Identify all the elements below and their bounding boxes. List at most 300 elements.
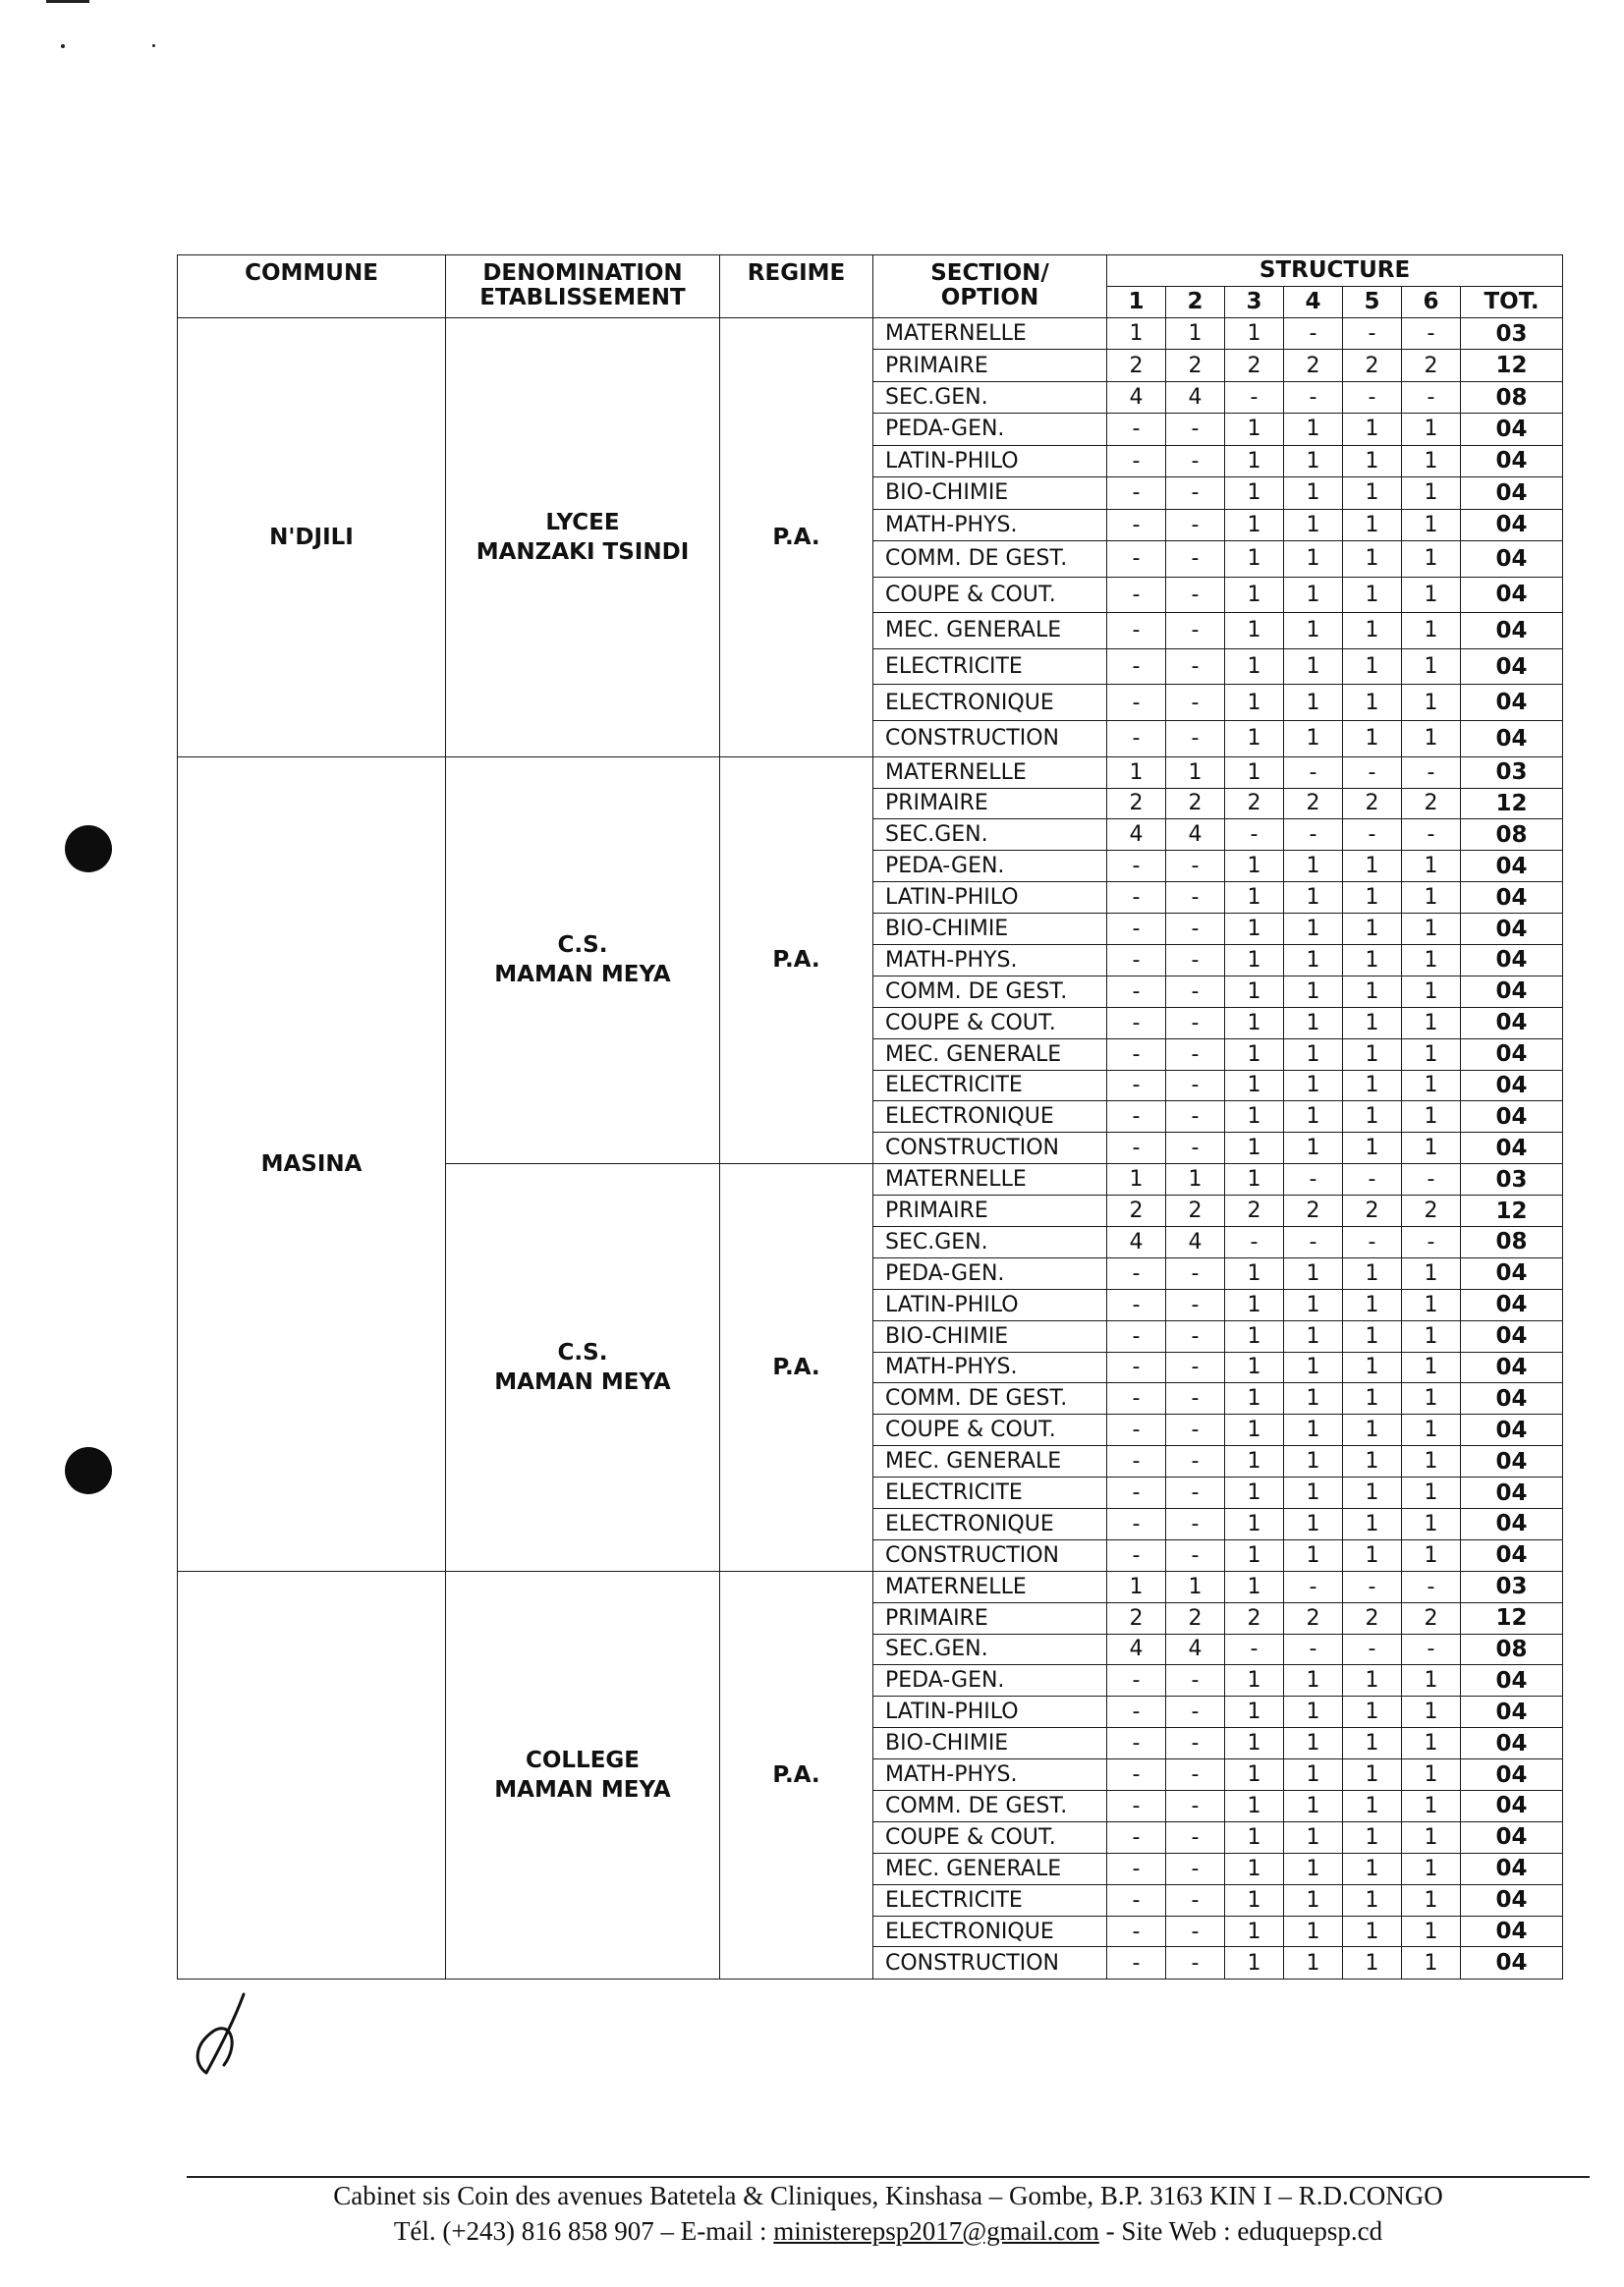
header-commune: COMMUNE — [178, 255, 446, 318]
year-1-cell: 1 — [1107, 318, 1166, 350]
year-3-cell: 1 — [1225, 1164, 1284, 1196]
year-5-cell: 1 — [1343, 1853, 1402, 1884]
year-4-cell: 1 — [1284, 976, 1343, 1007]
year-4-cell: 1 — [1284, 1070, 1343, 1101]
year-2-cell: - — [1166, 1383, 1225, 1415]
year-3-cell: 1 — [1225, 445, 1284, 476]
total-cell: 12 — [1461, 1196, 1563, 1227]
year-6-cell: 2 — [1402, 788, 1461, 819]
header-year-1: 1 — [1107, 287, 1166, 318]
total-cell: 03 — [1461, 1571, 1563, 1602]
year-3-cell: 1 — [1225, 756, 1284, 788]
year-4-cell: 1 — [1284, 540, 1343, 577]
signature — [185, 1986, 273, 2085]
year-2-cell: - — [1166, 1257, 1225, 1289]
year-5-cell: 1 — [1343, 1383, 1402, 1415]
year-6-cell: 1 — [1402, 882, 1461, 914]
header-denomination: DENOMINATION ETABLISSEMENT — [446, 255, 720, 318]
year-3-cell: 1 — [1225, 1257, 1284, 1289]
year-6-cell: - — [1402, 318, 1461, 350]
year-6-cell: 1 — [1402, 1947, 1461, 1980]
year-1-cell: - — [1107, 1728, 1166, 1759]
section-option-cell: CONSTRUCTION — [873, 1947, 1107, 1980]
year-1-cell: - — [1107, 509, 1166, 540]
year-5-cell: 1 — [1343, 577, 1402, 613]
year-3-cell: 1 — [1225, 1101, 1284, 1133]
regime-cell: P.A. — [720, 318, 873, 757]
section-option-cell: MATERNELLE — [873, 1164, 1107, 1196]
year-4-cell: 1 — [1284, 1884, 1343, 1916]
year-6-cell: 1 — [1402, 1853, 1461, 1884]
year-1-cell: 4 — [1107, 819, 1166, 851]
total-cell: 04 — [1461, 1257, 1563, 1289]
commune-cell: N'DJILI — [178, 318, 446, 757]
year-6-cell: 1 — [1402, 1791, 1461, 1822]
section-option-cell: LATIN-PHILO — [873, 445, 1107, 476]
year-2-cell: - — [1166, 721, 1225, 757]
year-5-cell: 2 — [1343, 1602, 1402, 1634]
year-1-cell: 2 — [1107, 788, 1166, 819]
section-option-cell: PRIMAIRE — [873, 350, 1107, 381]
year-1-cell: - — [1107, 477, 1166, 509]
year-1-cell: - — [1107, 414, 1166, 445]
year-6-cell: 1 — [1402, 1257, 1461, 1289]
section-option-cell: ELECTRONIQUE — [873, 1101, 1107, 1133]
year-2-cell: - — [1166, 882, 1225, 914]
year-4-cell: 1 — [1284, 1791, 1343, 1822]
year-6-cell: 1 — [1402, 851, 1461, 882]
table-header — [178, 255, 1563, 318]
year-2-cell: 1 — [1166, 318, 1225, 350]
section-option-cell: SEC.GEN. — [873, 381, 1107, 413]
year-3-cell: 1 — [1225, 318, 1284, 350]
year-6-cell: 1 — [1402, 477, 1461, 509]
section-option-cell: MATH-PHYS. — [873, 509, 1107, 540]
year-3-cell: 1 — [1225, 1352, 1284, 1383]
year-1-cell: - — [1107, 1038, 1166, 1070]
total-cell: 04 — [1461, 477, 1563, 509]
header-year-5: 5 — [1343, 287, 1402, 318]
year-2-cell: 2 — [1166, 788, 1225, 819]
scan-mark — [46, 0, 89, 3]
year-1-cell: - — [1107, 1759, 1166, 1791]
total-cell: 04 — [1461, 1728, 1563, 1759]
year-5-cell: - — [1343, 318, 1402, 350]
year-4-cell: 1 — [1284, 1665, 1343, 1697]
year-4-cell: 1 — [1284, 1038, 1343, 1070]
year-5-cell: 1 — [1343, 1007, 1402, 1038]
total-cell: 04 — [1461, 613, 1563, 649]
year-1-cell: - — [1107, 1289, 1166, 1320]
year-1-cell: 4 — [1107, 381, 1166, 413]
year-5-cell: 1 — [1343, 1070, 1402, 1101]
header-year-6: 6 — [1402, 287, 1461, 318]
year-2-cell: - — [1166, 648, 1225, 685]
year-5-cell: 1 — [1343, 1947, 1402, 1980]
year-5-cell: 1 — [1343, 721, 1402, 757]
year-5-cell: - — [1343, 381, 1402, 413]
year-4-cell: 1 — [1284, 613, 1343, 649]
year-1-cell: - — [1107, 976, 1166, 1007]
year-1-cell: 2 — [1107, 1602, 1166, 1634]
year-5-cell: 1 — [1343, 1791, 1402, 1822]
year-1-cell: - — [1107, 613, 1166, 649]
year-5-cell: 2 — [1343, 350, 1402, 381]
establishment-name: C.S. MAMAN MEYA — [446, 1164, 720, 1572]
year-4-cell: 1 — [1284, 1478, 1343, 1509]
year-6-cell: - — [1402, 819, 1461, 851]
section-option-cell: SEC.GEN. — [873, 819, 1107, 851]
total-cell: 04 — [1461, 1791, 1563, 1822]
year-4-cell: 1 — [1284, 1508, 1343, 1539]
year-3-cell: 1 — [1225, 1289, 1284, 1320]
year-2-cell: - — [1166, 577, 1225, 613]
section-option-cell: BIO-CHIMIE — [873, 914, 1107, 945]
table-body — [178, 318, 1563, 1980]
section-option-cell: MEC. GENERALE — [873, 1853, 1107, 1884]
year-6-cell: 1 — [1402, 721, 1461, 757]
year-2-cell: - — [1166, 1539, 1225, 1571]
year-1-cell: - — [1107, 1352, 1166, 1383]
section-option-cell: BIO-CHIMIE — [873, 477, 1107, 509]
year-6-cell: 1 — [1402, 1697, 1461, 1728]
year-3-cell: 2 — [1225, 1602, 1284, 1634]
section-option-cell: BIO-CHIMIE — [873, 1728, 1107, 1759]
year-3-cell: 1 — [1225, 1383, 1284, 1415]
section-option-cell: MATH-PHYS. — [873, 1352, 1107, 1383]
year-1-cell: - — [1107, 1007, 1166, 1038]
year-2-cell: 2 — [1166, 1196, 1225, 1227]
year-4-cell: 1 — [1284, 414, 1343, 445]
total-cell: 04 — [1461, 976, 1563, 1007]
section-option-cell: PEDA-GEN. — [873, 851, 1107, 882]
header-section-option: SECTION/ OPTION — [873, 255, 1107, 318]
year-2-cell: - — [1166, 1853, 1225, 1884]
year-3-cell: 1 — [1225, 648, 1284, 685]
year-1-cell: - — [1107, 445, 1166, 476]
scan-dot — [152, 44, 155, 47]
year-6-cell: 1 — [1402, 1352, 1461, 1383]
year-6-cell: 1 — [1402, 1478, 1461, 1509]
year-1-cell: - — [1107, 1508, 1166, 1539]
year-4-cell: - — [1284, 318, 1343, 350]
table-row — [178, 1571, 1563, 1602]
year-5-cell: 1 — [1343, 914, 1402, 945]
total-cell: 04 — [1461, 1853, 1563, 1884]
section-option-cell: MATERNELLE — [873, 1571, 1107, 1602]
section-option-cell: ELECTRICITE — [873, 648, 1107, 685]
year-6-cell: 1 — [1402, 1289, 1461, 1320]
year-6-cell: 1 — [1402, 1916, 1461, 1947]
year-6-cell: 1 — [1402, 540, 1461, 577]
year-1-cell: 2 — [1107, 1196, 1166, 1227]
year-5-cell: 1 — [1343, 1665, 1402, 1697]
year-6-cell: 1 — [1402, 1101, 1461, 1133]
year-3-cell: 1 — [1225, 1038, 1284, 1070]
year-5-cell: 1 — [1343, 1478, 1402, 1509]
year-3-cell: 1 — [1225, 1884, 1284, 1916]
year-6-cell: 1 — [1402, 509, 1461, 540]
year-1-cell: - — [1107, 1133, 1166, 1164]
year-4-cell: 1 — [1284, 1728, 1343, 1759]
year-5-cell: 1 — [1343, 1415, 1402, 1446]
section-option-cell: COUPE & COUT. — [873, 1007, 1107, 1038]
total-cell: 04 — [1461, 1383, 1563, 1415]
year-5-cell: 1 — [1343, 882, 1402, 914]
section-option-cell: MATH-PHYS. — [873, 1759, 1107, 1791]
year-3-cell: 1 — [1225, 1415, 1284, 1446]
year-2-cell: - — [1166, 1070, 1225, 1101]
year-4-cell: - — [1284, 1634, 1343, 1665]
section-option-cell: MATH-PHYS. — [873, 944, 1107, 976]
year-2-cell: - — [1166, 1478, 1225, 1509]
section-option-cell: COMM. DE GEST. — [873, 540, 1107, 577]
year-4-cell: 1 — [1284, 509, 1343, 540]
total-cell: 04 — [1461, 1916, 1563, 1947]
year-3-cell: 1 — [1225, 1133, 1284, 1164]
total-cell: 04 — [1461, 851, 1563, 882]
year-4-cell: - — [1284, 1164, 1343, 1196]
total-cell: 04 — [1461, 1821, 1563, 1853]
year-4-cell: - — [1284, 819, 1343, 851]
total-cell: 04 — [1461, 1101, 1563, 1133]
year-4-cell: 1 — [1284, 477, 1343, 509]
year-2-cell: - — [1166, 1101, 1225, 1133]
year-3-cell: 1 — [1225, 1446, 1284, 1478]
year-6-cell: 1 — [1402, 1759, 1461, 1791]
year-2-cell: 4 — [1166, 1634, 1225, 1665]
year-6-cell: 1 — [1402, 1320, 1461, 1352]
year-5-cell: 1 — [1343, 1101, 1402, 1133]
year-3-cell: 1 — [1225, 851, 1284, 882]
section-option-cell: COUPE & COUT. — [873, 1821, 1107, 1853]
commune-cell: MASINA — [178, 756, 446, 1571]
year-5-cell: 1 — [1343, 1539, 1402, 1571]
total-cell: 04 — [1461, 1539, 1563, 1571]
total-cell: 04 — [1461, 1289, 1563, 1320]
year-1-cell: - — [1107, 1539, 1166, 1571]
year-4-cell: 1 — [1284, 1383, 1343, 1415]
year-4-cell: - — [1284, 381, 1343, 413]
section-option-cell: ELECTRONIQUE — [873, 1508, 1107, 1539]
year-5-cell: 1 — [1343, 1508, 1402, 1539]
year-5-cell: 1 — [1343, 976, 1402, 1007]
year-4-cell: 1 — [1284, 1133, 1343, 1164]
total-cell: 04 — [1461, 944, 1563, 976]
year-6-cell: - — [1402, 1226, 1461, 1257]
year-1-cell: - — [1107, 648, 1166, 685]
total-cell: 12 — [1461, 350, 1563, 381]
total-cell: 04 — [1461, 1038, 1563, 1070]
year-4-cell: 1 — [1284, 1415, 1343, 1446]
year-2-cell: - — [1166, 1320, 1225, 1352]
section-option-cell: PEDA-GEN. — [873, 1665, 1107, 1697]
year-3-cell: 1 — [1225, 1571, 1284, 1602]
year-2-cell: - — [1166, 1133, 1225, 1164]
section-option-cell: ELECTRONIQUE — [873, 1916, 1107, 1947]
year-3-cell: - — [1225, 1634, 1284, 1665]
section-option-cell: PRIMAIRE — [873, 1602, 1107, 1634]
year-5-cell: 1 — [1343, 648, 1402, 685]
total-cell: 04 — [1461, 577, 1563, 613]
year-2-cell: - — [1166, 1759, 1225, 1791]
year-2-cell: - — [1166, 414, 1225, 445]
year-5-cell: 1 — [1343, 477, 1402, 509]
year-5-cell: 1 — [1343, 1352, 1402, 1383]
year-4-cell: 1 — [1284, 445, 1343, 476]
total-cell: 04 — [1461, 414, 1563, 445]
year-6-cell: 2 — [1402, 1602, 1461, 1634]
year-3-cell: 1 — [1225, 477, 1284, 509]
year-3-cell: 2 — [1225, 1196, 1284, 1227]
year-3-cell: 1 — [1225, 944, 1284, 976]
year-3-cell: 1 — [1225, 1947, 1284, 1980]
year-4-cell: 2 — [1284, 1602, 1343, 1634]
year-4-cell: - — [1284, 1571, 1343, 1602]
total-cell: 04 — [1461, 1884, 1563, 1916]
total-cell: 04 — [1461, 1007, 1563, 1038]
year-6-cell: 1 — [1402, 914, 1461, 945]
year-1-cell: - — [1107, 1257, 1166, 1289]
year-1-cell: - — [1107, 882, 1166, 914]
header-year-3: 3 — [1225, 287, 1284, 318]
year-3-cell: 1 — [1225, 1070, 1284, 1101]
footer-contact-prefix: Tél. (+243) 816 858 907 – E-mail : — [393, 2216, 774, 2246]
year-2-cell: 1 — [1166, 756, 1225, 788]
year-1-cell: - — [1107, 1853, 1166, 1884]
year-6-cell: 1 — [1402, 1446, 1461, 1478]
year-1-cell: - — [1107, 1884, 1166, 1916]
year-3-cell: 2 — [1225, 788, 1284, 819]
total-cell: 04 — [1461, 1947, 1563, 1980]
total-cell: 12 — [1461, 1602, 1563, 1634]
year-2-cell: - — [1166, 1352, 1225, 1383]
total-cell: 04 — [1461, 1133, 1563, 1164]
year-1-cell: - — [1107, 1101, 1166, 1133]
year-2-cell: 1 — [1166, 1164, 1225, 1196]
section-option-cell: PRIMAIRE — [873, 1196, 1107, 1227]
year-5-cell: 1 — [1343, 1289, 1402, 1320]
year-1-cell: 2 — [1107, 350, 1166, 381]
year-6-cell: 1 — [1402, 685, 1461, 721]
year-4-cell: 1 — [1284, 1257, 1343, 1289]
year-6-cell: 1 — [1402, 1038, 1461, 1070]
year-4-cell: 1 — [1284, 882, 1343, 914]
total-cell: 08 — [1461, 819, 1563, 851]
section-option-cell: COMM. DE GEST. — [873, 1383, 1107, 1415]
year-3-cell: 1 — [1225, 577, 1284, 613]
year-3-cell: 1 — [1225, 1821, 1284, 1853]
year-2-cell: - — [1166, 1791, 1225, 1822]
year-2-cell: - — [1166, 944, 1225, 976]
year-4-cell: 2 — [1284, 350, 1343, 381]
year-6-cell: - — [1402, 1164, 1461, 1196]
year-6-cell: - — [1402, 381, 1461, 413]
year-4-cell: 1 — [1284, 577, 1343, 613]
year-3-cell: 2 — [1225, 350, 1284, 381]
section-option-cell: MEC. GENERALE — [873, 1446, 1107, 1478]
year-3-cell: 1 — [1225, 976, 1284, 1007]
year-4-cell: 1 — [1284, 1101, 1343, 1133]
year-1-cell: - — [1107, 1821, 1166, 1853]
year-1-cell: - — [1107, 1320, 1166, 1352]
year-2-cell: - — [1166, 1728, 1225, 1759]
year-4-cell: 1 — [1284, 1853, 1343, 1884]
section-option-cell: ELECTRONIQUE — [873, 685, 1107, 721]
year-3-cell: 1 — [1225, 1853, 1284, 1884]
total-cell: 12 — [1461, 788, 1563, 819]
section-option-cell: MATERNELLE — [873, 756, 1107, 788]
section-option-cell: ELECTRICITE — [873, 1478, 1107, 1509]
year-3-cell: 1 — [1225, 509, 1284, 540]
total-cell: 04 — [1461, 685, 1563, 721]
year-6-cell: 1 — [1402, 1415, 1461, 1446]
section-option-cell: COUPE & COUT. — [873, 1415, 1107, 1446]
section-option-cell: LATIN-PHILO — [873, 1289, 1107, 1320]
total-cell: 08 — [1461, 1634, 1563, 1665]
year-1-cell: - — [1107, 1916, 1166, 1947]
year-2-cell: - — [1166, 851, 1225, 882]
year-1-cell: - — [1107, 1947, 1166, 1980]
section-option-cell: CONSTRUCTION — [873, 721, 1107, 757]
year-2-cell: - — [1166, 1289, 1225, 1320]
section-option-cell: MEC. GENERALE — [873, 613, 1107, 649]
footer-email-link[interactable]: ministerepsp2017@gmail.com — [773, 2216, 1099, 2246]
year-6-cell: 1 — [1402, 1133, 1461, 1164]
year-2-cell: - — [1166, 540, 1225, 577]
total-cell: 04 — [1461, 509, 1563, 540]
year-5-cell: 2 — [1343, 788, 1402, 819]
year-5-cell: 2 — [1343, 1196, 1402, 1227]
year-4-cell: 1 — [1284, 851, 1343, 882]
year-6-cell: - — [1402, 756, 1461, 788]
total-cell: 04 — [1461, 1478, 1563, 1509]
year-1-cell: - — [1107, 721, 1166, 757]
year-1-cell: - — [1107, 577, 1166, 613]
year-6-cell: 1 — [1402, 976, 1461, 1007]
footer-contact-suffix: - Site Web : eduquepsp.cd — [1098, 2216, 1383, 2246]
total-cell: 04 — [1461, 1415, 1563, 1446]
section-option-cell: PRIMAIRE — [873, 788, 1107, 819]
section-option-cell: PEDA-GEN. — [873, 1257, 1107, 1289]
year-1-cell: - — [1107, 1791, 1166, 1822]
year-4-cell: 1 — [1284, 1320, 1343, 1352]
section-option-cell: PEDA-GEN. — [873, 414, 1107, 445]
section-option-cell: ELECTRICITE — [873, 1884, 1107, 1916]
year-5-cell: 1 — [1343, 1884, 1402, 1916]
year-5-cell: 1 — [1343, 1446, 1402, 1478]
year-3-cell: 1 — [1225, 721, 1284, 757]
total-cell: 08 — [1461, 381, 1563, 413]
year-2-cell: - — [1166, 1821, 1225, 1853]
year-4-cell: 1 — [1284, 1821, 1343, 1853]
year-1-cell: - — [1107, 1070, 1166, 1101]
year-4-cell: 1 — [1284, 685, 1343, 721]
total-cell: 04 — [1461, 648, 1563, 685]
year-6-cell: 1 — [1402, 613, 1461, 649]
year-2-cell: 1 — [1166, 1571, 1225, 1602]
year-4-cell: 1 — [1284, 1352, 1343, 1383]
year-1-cell: - — [1107, 685, 1166, 721]
year-1-cell: - — [1107, 540, 1166, 577]
year-3-cell: 1 — [1225, 1508, 1284, 1539]
section-option-cell: CONSTRUCTION — [873, 1539, 1107, 1571]
year-6-cell: 1 — [1402, 1383, 1461, 1415]
structure-table — [177, 254, 1563, 1980]
year-4-cell: 1 — [1284, 914, 1343, 945]
regime-cell: P.A. — [720, 1571, 873, 1979]
year-2-cell: - — [1166, 1697, 1225, 1728]
